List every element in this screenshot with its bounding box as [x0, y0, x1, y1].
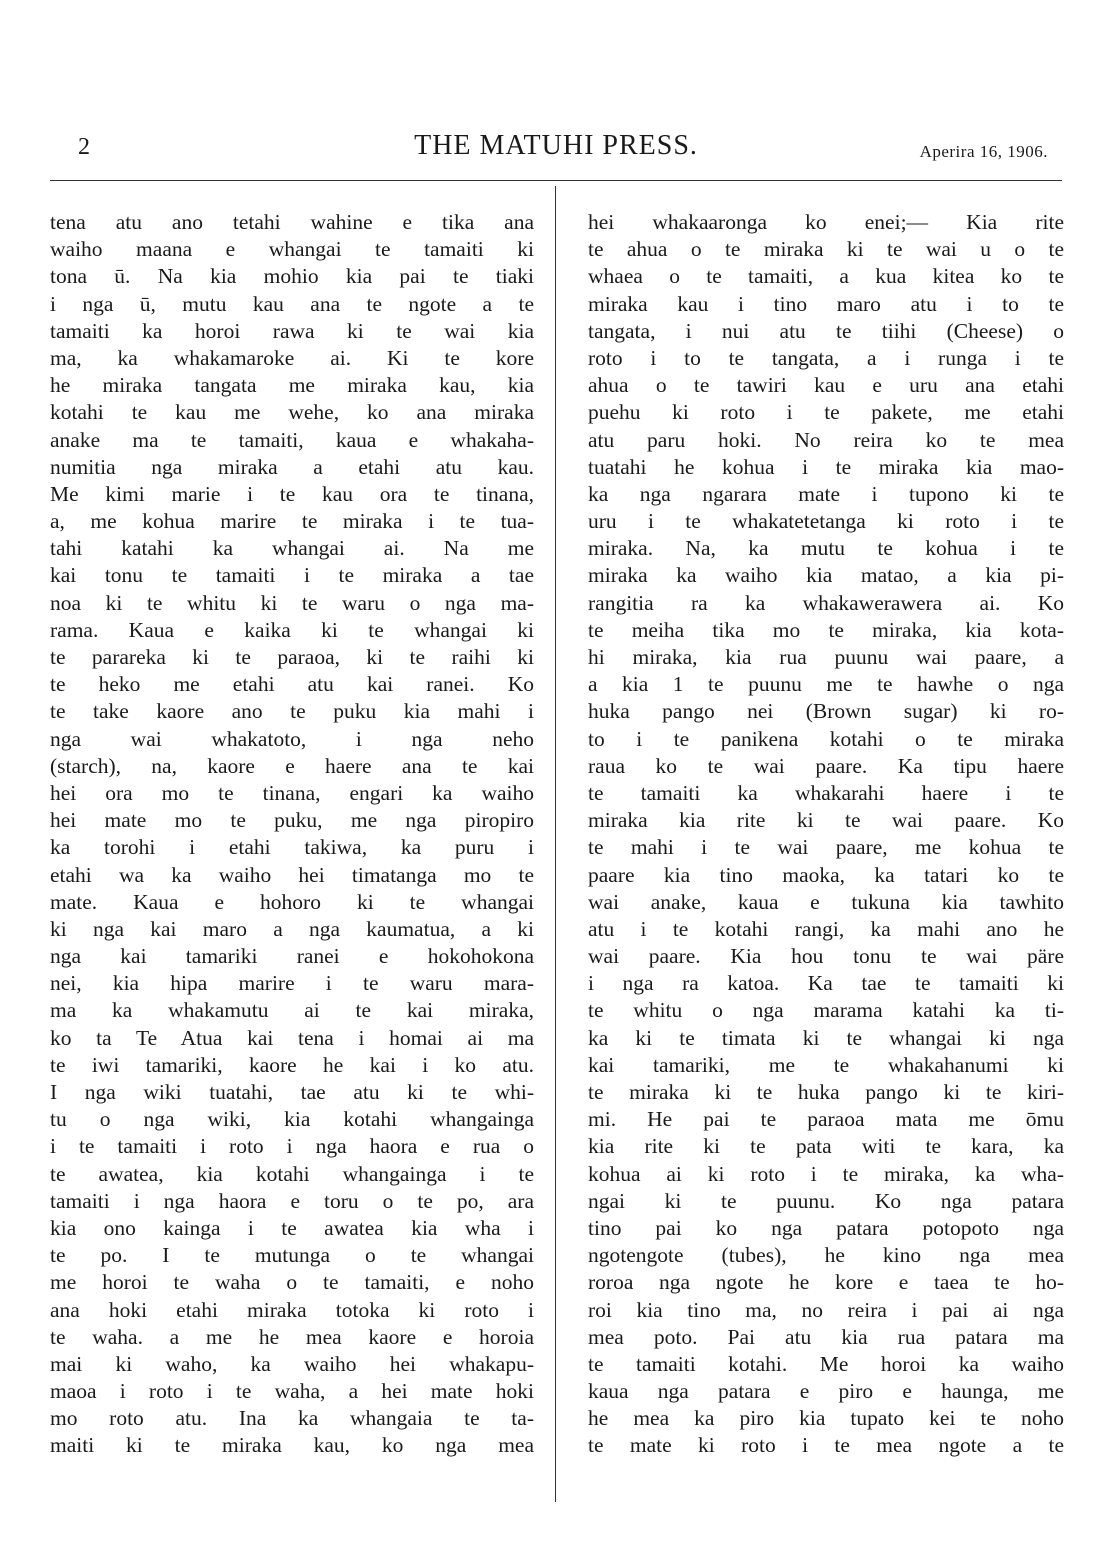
- text-line: ma, ka whakamaroke ai. Ki te kore: [50, 345, 534, 370]
- text-line: te tamaiti kotahi. Me horoi ka waiho: [588, 1351, 1064, 1376]
- column-divider: [555, 186, 556, 1502]
- text-line: huka pango nei (Brown sugar) ki ro-: [588, 699, 1064, 724]
- text-line: tamaiti ka horoi rawa ki te wai kia: [50, 318, 534, 343]
- text-line: kotahi te kau me wehe, ko ana miraka: [50, 400, 534, 425]
- text-line: waiho maana e whangai te tamaiti ki: [50, 237, 534, 262]
- text-line: whaea o te tamaiti, a kua kitea ko te: [588, 264, 1064, 289]
- text-line: atu paru hoki. No reira ko te mea: [588, 427, 1064, 452]
- text-line: a kia 1 te puunu me te hawhe o nga: [588, 672, 1064, 697]
- right-column: [588, 209, 1064, 1460]
- left-column: [50, 209, 534, 1460]
- text-line: ngotengote (tubes), he kino nga mea: [588, 1243, 1064, 1268]
- page-number: 2: [78, 134, 90, 160]
- text-line: kai tonu te tamaiti i te miraka a tae: [50, 563, 534, 588]
- text-line: maoa i roto i te waha, a hei mate hoki: [50, 1379, 534, 1404]
- text-line: miraka kia rite ki te wai paare. Ko: [588, 808, 1064, 833]
- text-line: wai anake, kaua e tukuna kia tawhito: [588, 889, 1064, 914]
- issue-date: Aperira 16, 1906.: [919, 142, 1048, 161]
- text-line: roroa nga ngote he kore e taea te ho-: [588, 1270, 1064, 1295]
- text-line: (starch), na, kaore e haere ana te kai: [50, 753, 534, 778]
- text-line: mai ki waho, ka waiho hei whakapu-: [50, 1351, 534, 1376]
- text-line: atu i te kotahi rangi, ka mahi ano he: [588, 916, 1064, 941]
- text-line: i nga ū, mutu kau ana te ngote a te: [50, 291, 534, 316]
- text-line: ngai ki te puunu. Ko nga patara: [588, 1188, 1064, 1213]
- header-rule: [50, 180, 1062, 181]
- text-line: tuatahi he kohua i te miraka kia mao-: [588, 454, 1064, 479]
- text-line: ki nga kai maro a nga kaumatua, a ki: [50, 916, 534, 941]
- text-line: ko ta Te Atua kai tena i homai ai ma: [50, 1025, 534, 1050]
- page-header: [50, 128, 1062, 168]
- text-line: he miraka tangata me miraka kau, kia: [50, 373, 534, 398]
- text-line: wai paare. Kia hou tonu te wai päre: [588, 944, 1064, 969]
- text-line: miraka. Na, ka mutu te kohua i te: [588, 536, 1064, 561]
- text-line: nei, kia hipa marire i te waru mara-: [50, 971, 534, 996]
- text-line: tangata, i nui atu te tiihi (Cheese) o: [588, 318, 1064, 343]
- text-line: uru i te whakatetetanga ki roto i te: [588, 509, 1064, 534]
- text-line: roi kia tino ma, no reira i pai ai nga: [588, 1297, 1064, 1322]
- text-line: ka torohi i etahi takiwa, ka puru i: [50, 835, 534, 860]
- text-line: raua ko te wai paare. Ka tipu haere: [588, 753, 1064, 778]
- text-line: rama. Kaua e kaika ki te whangai ki: [50, 617, 534, 642]
- text-line: me horoi te waha o te tamaiti, e noho: [50, 1270, 534, 1295]
- text-line: tena atu ano tetahi wahine e tika ana: [50, 210, 534, 234]
- text-line: kai tamariki, me te whakahanumi ki: [588, 1052, 1064, 1077]
- text-line: to i te panikena kotahi o te miraka: [588, 726, 1064, 751]
- text-line: kohua ai ki roto i te miraka, ka wha-: [588, 1161, 1064, 1186]
- text-line: te whitu o nga marama katahi ka ti-: [588, 998, 1064, 1023]
- text-line: Me kimi marie i te kau ora te tinana,: [50, 481, 534, 506]
- newspaper-title: THE MATUHI PRESS.: [414, 130, 698, 161]
- text-line: tamaiti i nga haora e toru o te po, ara: [50, 1188, 534, 1213]
- text-line: tona ū. Na kia mohio kia pai te tiaki: [50, 264, 534, 289]
- text-line: ka ki te timata ki te whangai ki nga: [588, 1025, 1064, 1050]
- text-line: te take kaore ano te puku kia mahi i: [50, 699, 534, 724]
- text-line: tino pai ko nga patara potopoto nga: [588, 1215, 1064, 1240]
- text-line: tu o nga wiki, kia kotahi whangainga: [50, 1107, 534, 1132]
- text-line: nga wai whakatoto, i nga neho: [50, 726, 534, 751]
- text-line: te meiha tika mo te miraka, kia kota-: [588, 617, 1064, 642]
- text-line: te po. I te mutunga o te whangai: [50, 1243, 534, 1268]
- text-line: hei whakaaronga ko enei;— Kia rite: [588, 210, 1064, 234]
- text-line: te waha. a me he mea kaore e horoia: [50, 1324, 534, 1349]
- text-line: te parareka ki te paraoa, ki te raihi ki: [50, 645, 534, 669]
- text-line: ahua o te tawiri kau e uru ana etahi: [588, 373, 1064, 398]
- text-line: hei ora mo te tinana, engari ka waiho: [50, 780, 534, 805]
- text-line: paare kia tino maoka, ka tatari ko te: [588, 862, 1064, 887]
- text-line: mea poto. Pai atu kia rua patara ma: [588, 1324, 1064, 1349]
- text-line: maiti ki te miraka kau, ko nga mea: [50, 1433, 534, 1458]
- text-line: ana hoki etahi miraka totoka ki roto i: [50, 1297, 534, 1322]
- text-line: hi miraka, kia rua puunu wai paare, a: [588, 645, 1064, 669]
- text-line: roto i to te tangata, a i runga i te: [588, 345, 1064, 370]
- text-line: kia rite ki te pata witi te kara, ka: [588, 1134, 1064, 1159]
- text-line: mate. Kaua e hohoro ki te whangai: [50, 889, 534, 914]
- text-line: te mahi i te wai paare, me kohua te: [588, 835, 1064, 860]
- text-line: hei mate mo te puku, me nga piropiro: [50, 808, 534, 833]
- text-line: mi. He pai te paraoa mata me ōmu: [588, 1107, 1064, 1132]
- text-line: mo roto atu. Ina ka whangaia te ta-: [50, 1406, 534, 1431]
- text-line: te ahua o te miraka ki te wai u o te: [588, 237, 1064, 262]
- text-line: tahi katahi ka whangai ai. Na me: [50, 536, 534, 561]
- text-line: noa ki te whitu ki te waru o nga ma-: [50, 590, 534, 615]
- text-line: miraka kau i tino maro atu i to te: [588, 291, 1064, 316]
- text-line: rangitia ra ka whakawerawera ai. Ko: [588, 590, 1064, 615]
- text-line: ma ka whakamutu ai te kai miraka,: [50, 998, 534, 1023]
- text-line: te iwi tamariki, kaore he kai i ko atu.: [50, 1052, 534, 1077]
- text-line: i nga ra katoa. Ka tae te tamaiti ki: [588, 971, 1064, 996]
- text-line: nga kai tamariki ranei e hokohokona: [50, 944, 534, 969]
- text-line: ka nga ngarara mate i tupono ki te: [588, 481, 1064, 506]
- text-line: te tamaiti ka whakarahi haere i te: [588, 780, 1064, 805]
- text-line: te miraka ki te huka pango ki te kiri-: [588, 1080, 1064, 1104]
- text-line: puehu ki roto i te pakete, me etahi: [588, 400, 1064, 425]
- text-line: i te tamaiti i roto i nga haora e rua o: [50, 1134, 534, 1159]
- text-line: anake ma te tamaiti, kaua e whakaha-: [50, 427, 534, 452]
- text-line: te mate ki roto i te mea ngote a te: [588, 1433, 1064, 1458]
- text-line: miraka ka waiho kia matao, a kia pi-: [588, 563, 1064, 588]
- text-line: I nga wiki tuatahi, tae atu ki te whi-: [50, 1080, 534, 1104]
- text-line: etahi wa ka waiho hei timatanga mo te: [50, 862, 534, 887]
- text-line: kaua nga patara e piro e haunga, me: [588, 1379, 1064, 1404]
- text-line: he mea ka piro kia tupato kei te noho: [588, 1406, 1064, 1431]
- text-line: numitia nga miraka a etahi atu kau.: [50, 454, 534, 479]
- text-line: kia ono kainga i te awatea kia wha i: [50, 1215, 534, 1240]
- text-line: te heko me etahi atu kai ranei. Ko: [50, 672, 534, 697]
- text-line: te awatea, kia kotahi whangainga i te: [50, 1161, 534, 1186]
- text-line: a, me kohua marire te miraka i te tua-: [50, 509, 534, 534]
